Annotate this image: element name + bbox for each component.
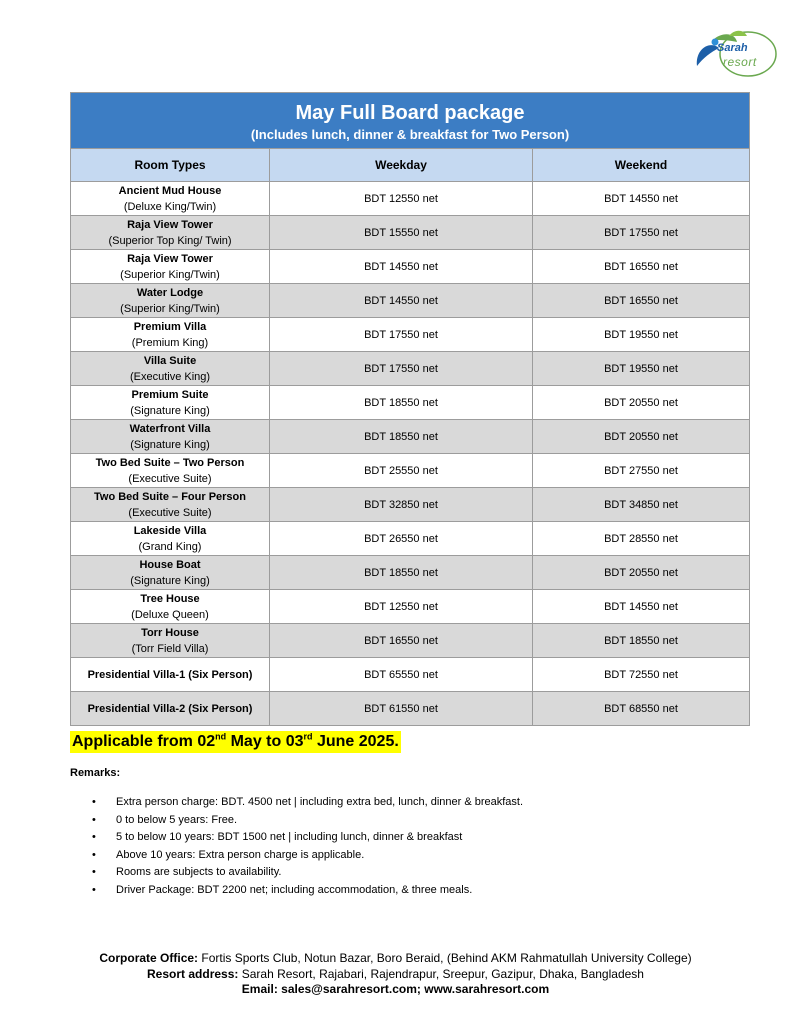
room-type-cell [71,454,270,488]
weekday-price-cell: BDT 65550 net [270,658,533,692]
room-subtype: (Executive Suite) [128,506,212,519]
remark-text: 5 to below 10 years: BDT 1500 net | including lunch, dinner & breakfast [116,831,463,843]
weekend-price-cell: BDT 18550 net [533,624,750,658]
room-subtype: (Superior King/Twin) [120,268,220,281]
room-type-cell [71,522,270,556]
room-subtype: (Torr Field Villa) [131,642,209,655]
weekday-price-cell: BDT 12550 net [270,590,533,624]
remarks-list [70,794,630,899]
weekday-price-cell: BDT 26550 net [270,522,533,556]
applicable-suffix: June 2025. [312,733,399,750]
room-subtype: (Grand King) [138,540,202,553]
room-name: Two Bed Suite – Two Person [95,456,245,469]
weekday-price-cell: BDT 15550 net [270,216,533,250]
room-name: Premium Suite [131,388,209,401]
room-name: Premium Villa [133,320,207,333]
table-body [71,182,750,726]
weekday-price-cell: BDT 25550 net [270,454,533,488]
applicable-dates [70,731,401,753]
table-row [71,318,750,352]
footer-email: Email: sales@sarahresort.com; www.sarahresort.com [241,982,550,996]
remark-item [70,847,630,865]
weekend-price-cell: BDT 34850 net [533,488,750,522]
remark-text: 0 to below 5 years: Free. [116,813,238,826]
room-name: Presidential Villa-2 (Six Person) [87,702,253,715]
table-row [71,658,750,692]
bullet-icon: • [92,848,96,861]
footer-resort-line [40,967,751,983]
remark-text: Extra person charge: BDT. 4500 net | including extra bed, lunch, dinner & breakfast. [116,796,524,808]
footer-email-line [40,982,751,998]
remarks-title: Remarks: [70,767,121,779]
table-title: May Full Board package [295,102,525,124]
weekend-price-cell: BDT 28550 net [533,522,750,556]
remark-text: Rooms are subjects to availability. [116,866,282,878]
room-name: Two Bed Suite – Four Person [94,490,246,503]
table-row [71,250,750,284]
room-name: Tree House [140,592,200,605]
remark-item [70,794,630,812]
remark-item [70,829,630,847]
room-name: Lakeside Villa [133,524,207,537]
footer-resort-text: Sarah Resort, Rajabari, Rajendrapur, Sreepur, Gazipur, Dhaka, Bangladesh [238,966,644,981]
room-type-cell [71,556,270,590]
resort-logo [693,28,779,80]
weekend-price-cell: BDT 19550 net [533,318,750,352]
room-type-cell [71,250,270,284]
weekday-price-cell: BDT 32850 net [270,488,533,522]
remark-item [70,812,630,830]
weekday-price-cell: BDT 17550 net [270,318,533,352]
room-name: Ancient Mud House [118,184,222,197]
weekend-price-cell: BDT 72550 net [533,658,750,692]
remark-text: Driver Package: BDT 2200 net; including accommodation, & three meals. [116,883,473,896]
table-row [71,284,750,318]
table-title-banner [71,93,750,149]
bullet-icon: • [92,831,96,843]
room-subtype: (Superior King/Twin) [120,302,220,315]
footer-corporate-label: Corporate Office: [99,951,199,965]
table-row [71,420,750,454]
weekday-price-cell: BDT 18550 net [270,556,533,590]
room-subtype: (Signature King) [130,438,210,451]
table-row [71,454,750,488]
table-row [71,692,750,726]
column-header-weekday: Weekday [270,149,533,182]
weekend-price-cell: BDT 68550 net [533,692,750,726]
table-row [71,182,750,216]
weekday-price-cell: BDT 61550 net [270,692,533,726]
room-name: House Boat [139,558,201,571]
column-header-weekend: Weekend [533,149,750,182]
footer-resort-label: Resort address: [147,966,239,981]
room-subtype: (Executive King) [129,370,211,383]
table-row [71,556,750,590]
weekend-price-cell: BDT 16550 net [533,284,750,318]
weekend-price-cell: BDT 17550 net [533,216,750,250]
remark-text: Above 10 years: Extra person charge is applicable. [116,848,365,861]
room-type-cell [71,692,270,726]
price-table [70,92,750,726]
applicable-middle: May to 03 [226,733,304,750]
applicable-prefix: Applicable from 02 [72,733,216,750]
weekend-price-cell: BDT 19550 net [533,352,750,386]
weekend-price-cell: BDT 27550 net [533,454,750,488]
room-subtype: (Executive Suite) [128,472,212,485]
bullet-icon: • [92,866,96,878]
room-type-cell [71,352,270,386]
leaf-logo-icon [693,28,779,80]
room-type-cell [71,216,270,250]
room-type-cell [71,182,270,216]
room-name: Raja View Tower [127,218,213,231]
weekday-price-cell: BDT 14550 net [270,284,533,318]
room-subtype: (Premium King) [131,336,209,349]
room-type-cell [71,386,270,420]
room-type-cell [71,658,270,692]
bullet-icon: • [92,813,96,826]
room-type-cell [71,624,270,658]
table-row [71,216,750,250]
remark-item [70,864,630,882]
room-type-cell [71,420,270,454]
room-subtype: (Signature King) [130,574,210,587]
table-row [71,488,750,522]
room-name: Torr House [141,626,199,639]
table-row [71,624,750,658]
weekend-price-cell: BDT 14550 net [533,182,750,216]
room-subtype: (Signature King) [130,404,210,417]
weekday-price-cell: BDT 17550 net [270,352,533,386]
bullet-icon: • [92,796,96,808]
weekend-price-cell: BDT 20550 net [533,420,750,454]
weekend-price-cell: BDT 16550 net [533,250,750,284]
table-row [71,590,750,624]
weekend-price-cell: BDT 20550 net [533,556,750,590]
footer [40,951,751,998]
weekday-price-cell: BDT 12550 net [270,182,533,216]
table-row [71,386,750,420]
room-subtype: (Deluxe Queen) [131,608,209,621]
room-type-cell [71,488,270,522]
weekend-price-cell: BDT 20550 net [533,386,750,420]
weekday-price-cell: BDT 18550 net [270,386,533,420]
room-subtype: (Superior Top King/ Twin) [108,234,232,247]
room-name: Raja View Tower [127,252,213,265]
logo-text-resort: resort [723,55,757,69]
logo-text-sarah: Sarah [717,42,748,54]
room-type-cell [71,284,270,318]
column-header-row [71,149,750,182]
weekday-price-cell: BDT 18550 net [270,420,533,454]
room-name: Water Lodge [136,286,204,299]
footer-corporate-line [40,951,751,967]
remark-item [70,882,630,900]
table-subtitle: (Includes lunch, dinner & breakfast for Two Person) [250,127,570,142]
applicable-sup-nd: nd [215,731,227,742]
room-subtype: (Deluxe King/Twin) [123,200,217,213]
room-type-cell [71,318,270,352]
bullet-icon: • [92,883,96,896]
weekend-price-cell: BDT 14550 net [533,590,750,624]
applicable-sup-rd: rd [303,731,313,742]
room-name: Waterfront Villa [129,422,211,435]
weekday-price-cell: BDT 16550 net [270,624,533,658]
room-name: Presidential Villa-1 (Six Person) [87,668,253,681]
room-type-cell [71,590,270,624]
table-row [71,352,750,386]
column-header-room-types: Room Types [71,149,270,182]
room-name: Villa Suite [143,354,197,367]
table-row [71,522,750,556]
footer-corporate-text: Fortis Sports Club, Notun Bazar, Boro Beraid, (Behind AKM Rahmatullah University College) [198,951,692,965]
weekday-price-cell: BDT 14550 net [270,250,533,284]
